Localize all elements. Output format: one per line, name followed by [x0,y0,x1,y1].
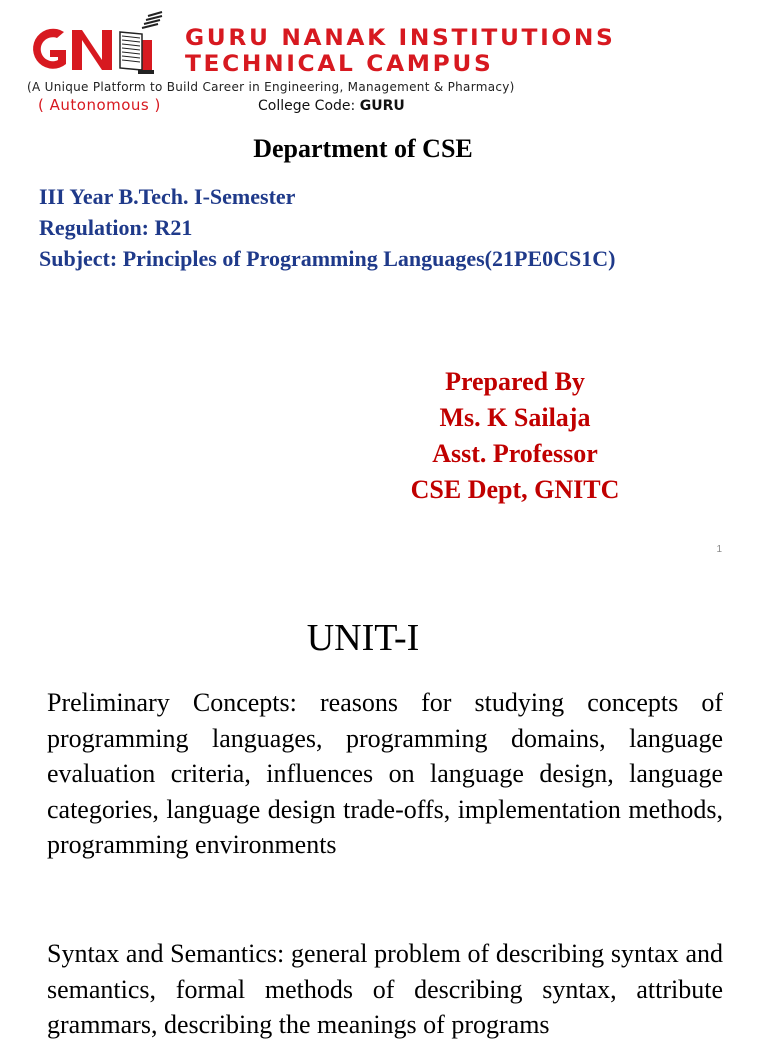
page-number: 1 [716,544,722,555]
autonomous-label: ( Autonomous ) [38,96,161,114]
course-subject: Subject: Principles of Programming Languages(21PE0CS1C) [39,246,616,271]
author-designation: Asst. Professor [432,439,598,468]
unit-slide [0,576,768,1039]
prepared-by-label: Prepared By [445,367,585,396]
department-heading: Department of CSE [253,134,473,163]
institution-name-line1: GURU NANAK INSTITUTIONS [185,26,616,51]
institution-name-line2: TECHNICAL CAMPUS [185,52,494,77]
author-name: Ms. K Sailaja [439,403,591,432]
course-year-semester: III Year B.Tech. I-Semester [39,184,296,209]
unit-title: UNIT-I [306,617,420,659]
institution-tagline: (A Unique Platform to Build Career in Engineering, Management & Pharmacy) [27,80,515,94]
gni-logo [22,10,182,88]
college-code-label: College Code: [258,98,360,114]
college-code [258,98,405,114]
author-department: CSE Dept, GNITC [410,475,620,504]
unit-paragraph-syntax: Syntax and Semantics: general problem of describing syntax and semantics, formal methods of describing syntax, attribute grammars, describing the meanings of programs [47,939,723,1039]
course-regulation: Regulation: R21 [39,215,193,240]
unit-paragraph-preliminary: Preliminary Concepts: reasons for studying concepts of programming languages, programming domains, language evaluation criteria, influences on language design, language categories, language design trade-offs, implementation methods, programming environments [47,688,723,859]
college-code-value: GURU [359,98,405,114]
